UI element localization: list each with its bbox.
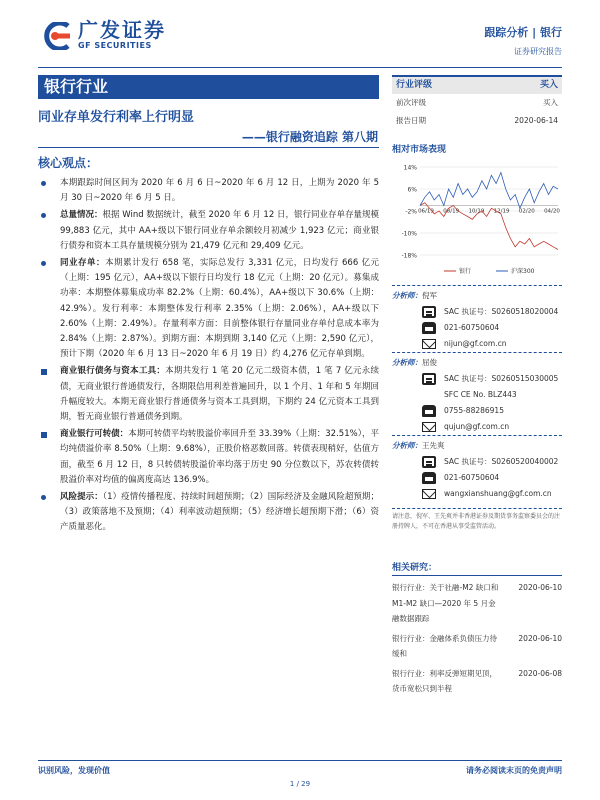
x-tick-label: 04/20 (544, 208, 560, 215)
report-subtitle: ——银行融资追踪 第八期 (241, 130, 378, 144)
footer-divider (38, 760, 562, 761)
bullet-text: 本期共发行 1 笔 20 亿元二级资本债，1 笔 7 亿元永续债，无商业银行普通债发行，各期限信用利差普遍回升，以 1 个月、1 年和 5 年期回升幅度较大。本期无商业银行普通债务与资本工具到期，下期约 24 亿元资本工具到期，暂无商业银行普通债务到期。 (60, 366, 379, 423)
company-logo (38, 20, 166, 51)
legend-label: 沪深300 (511, 268, 535, 275)
report-date-value: 2020-06-14 (514, 116, 558, 125)
related-research-title: 相关研究： (392, 560, 562, 576)
bullet-item (38, 490, 379, 536)
mail-icon (422, 422, 436, 432)
market-chart (392, 159, 562, 279)
related-item-text[interactable]: 银行行业：关于社融-M2 缺口和 M1-M2 缺口—2020 年 5 月金融数据跟踪 (392, 583, 499, 623)
series-line (420, 173, 558, 209)
disclaimer-note: 请注意，倪军、王先爽并非香港证券及期货事务监察委员会的注册持牌人，不可在香港从事受监管活动。 (392, 508, 562, 532)
report-date-label: 报告日期 (396, 116, 426, 125)
bullet-item (38, 256, 379, 362)
phone-icon (422, 472, 436, 484)
id-card-icon (422, 373, 436, 385)
bullet-text: 本期可转债平均转股溢价率回升至 33.39%（上期：32.51%），平均纯债溢价率 8.50%（上期：9.68%），正股价格恶数回落。转债表现稍好，估值方面，截至 6 月 12 日，8 只转债转股溢价率均落于历史 90 分位数以下，苏农转债转股溢价率对均值的偏离度高达 136.9%。 (60, 429, 379, 485)
y-tick-label: 6% (407, 186, 417, 194)
core-views-list (38, 176, 379, 538)
logo-cn-text: 广发证券 (78, 18, 166, 42)
legend-label: 银行 (459, 268, 472, 275)
related-item-date: 2020-06-08 (518, 668, 562, 678)
analyst-list (392, 285, 562, 532)
page-number: 1 / 29 (289, 780, 311, 788)
related-item-date: 2020-06-10 (518, 633, 562, 643)
related-item-date: 2020-06-10 (518, 583, 562, 592)
gf-logo-icon (38, 22, 72, 50)
header-divider (38, 67, 562, 68)
id-card-icon (422, 306, 436, 318)
bullet-text: （1）疫情传播程度、持续时间超预期；（2）国际经济及金融风险超预期；（3）政策落地不及预期；（4）利率波动超预期；（5）经济增长超预期下滑；（6）资产质量恶化。 (60, 492, 379, 533)
footer-slogan: 识别风险，发现价值 (38, 766, 110, 775)
analyst-label: 分析师： (392, 291, 422, 300)
related-item[interactable] (392, 580, 562, 627)
x-tick-label: 10/19 (468, 208, 485, 215)
analyst-email[interactable]: wangxianshuang@gf.com.cn (444, 489, 552, 498)
rating-bar (392, 75, 562, 94)
industry-title: 银行行业 (38, 75, 379, 99)
prev-rating-row (392, 94, 562, 112)
report-title: 同业存单发行利率上行明显 (38, 110, 195, 125)
market-performance-title: 相对市场表现 (392, 145, 447, 155)
analyst-name: 王先爽 (422, 441, 445, 450)
related-item-text[interactable]: 银行行业：金融体系负债压力待缓和 (392, 633, 497, 658)
report-date-row (392, 112, 562, 130)
bullet-text: 本期累计发行 658 笔，实际总发行 3,331 亿元，日均发行 666 亿元（上期：195 亿元），AA+级以下银行日均发行 18 亿元（上期：20 亿元）。募集成功率：本期整体募集成功率 82.2%（上期：60.4%），AA+级以下 30.6%（上期：42.9%）。发行利率：本期整体发行利率 2.35%（上期：2.06%），AA+级以下 2.60%（上期：2.49%）。存量利率方面：目前整体银行存量同业存单付息成本率为 2.84%（上期：2.87%）。到期方面：本期到期 3,140 亿元（上期：2,590 亿元），预计下期（2020 年 6 月 13 日~2020 年 6 月 19 日）约 4,276 亿元存单到期。 (60, 258, 379, 360)
bullet-head: 商业银行可转债： (60, 429, 129, 440)
y-tick-label: -10% (401, 230, 417, 238)
analyst-name: 倪军 (422, 291, 437, 300)
analyst-email[interactable]: nijun@gf.com.cn (444, 339, 507, 348)
report-type: 跟踪分析 | 银行 (484, 26, 562, 39)
prev-rating-label: 前次评级 (396, 98, 426, 107)
analyst-phone: 0755-88286915 (444, 406, 504, 415)
bullet-head: 风险提示： (60, 492, 103, 503)
analyst-card (392, 435, 562, 502)
analyst-phone: 021-60750604 (444, 323, 500, 332)
core-views-heading: 核心观点： (38, 156, 99, 170)
title-divider (38, 147, 379, 148)
rating-value: 买入 (539, 80, 558, 90)
analyst-card (392, 285, 562, 352)
analyst-label: 分析师： (392, 441, 422, 450)
y-tick-label: -18% (401, 252, 417, 260)
analyst-label: 分析师： (392, 358, 422, 367)
analyst-sac: SAC 执证号：S0260515030005 (444, 374, 559, 383)
phone-icon (422, 322, 436, 334)
bullet-text: 本期跟踪时间区间为 2020 年 6 月 6 日~2020 年 6 月 12 日，上期为 2020 年 5 月 30 日~2020 年 6 月 5 日。 (60, 178, 379, 204)
x-tick-label: 06/19 (418, 208, 434, 215)
series-line (420, 203, 558, 250)
related-item[interactable] (392, 631, 562, 662)
bullet-text: 根据 Wind 数据统计，截至 2020 年 6 月 12 日，银行同业存单存量规模 99,883 亿元，其中 AA+级以下银行同业存单余额较月初减少 1,923 亿元；商业银行债券和资本工具存量规模分别为 21,479 亿元和 29,409 亿元。 (60, 210, 379, 251)
x-tick-label: 08/19 (443, 208, 460, 215)
analyst-sac: SAC 执证号：S0260520040002 (444, 457, 559, 466)
y-tick-label: 14% (403, 164, 417, 172)
bullet-head: 同业存单： (60, 258, 106, 269)
bullet-item (38, 427, 379, 488)
bullet-head: 总量情况： (60, 210, 103, 221)
bullet-item (38, 208, 379, 254)
analyst-card (392, 352, 562, 435)
analyst-phone: 021-60750604 (444, 473, 500, 482)
id-card-icon (422, 456, 436, 468)
analyst-sac: SAC 执证号：S0260518020004 (444, 307, 559, 316)
rating-label: 行业评级 (396, 80, 433, 90)
footer-disclaimer: 请务必阅读末页的免责声明 (466, 766, 562, 775)
market-chart-svg (392, 159, 562, 279)
page-header (0, 0, 600, 68)
phone-icon (422, 405, 436, 417)
analyst-email[interactable]: qujun@gf.com.cn (444, 422, 510, 431)
analyst-sfc: SFC CE No. BLZ443 (444, 390, 517, 399)
bullet-item (38, 176, 379, 206)
x-tick-label: 12/19 (493, 208, 510, 215)
analyst-name: 屈俊 (422, 358, 437, 367)
bullet-item (38, 364, 379, 425)
mail-icon (422, 489, 436, 499)
related-item[interactable] (392, 666, 562, 697)
x-tick-label: 02/20 (518, 208, 535, 215)
y-tick-label: -2% (405, 208, 417, 216)
prev-rating-value: 买入 (543, 98, 558, 107)
logo-en-text: GF SECURITIES (78, 41, 152, 50)
mail-icon (422, 339, 436, 349)
related-item-text[interactable]: 银行行业：利率反弹短期见顶，货币宽松只到半程 (392, 668, 497, 693)
bullet-head: 商业银行债务与资本工具： (60, 366, 166, 377)
side-panel (392, 75, 562, 697)
report-subtype: 证券研究报告 (514, 47, 562, 56)
